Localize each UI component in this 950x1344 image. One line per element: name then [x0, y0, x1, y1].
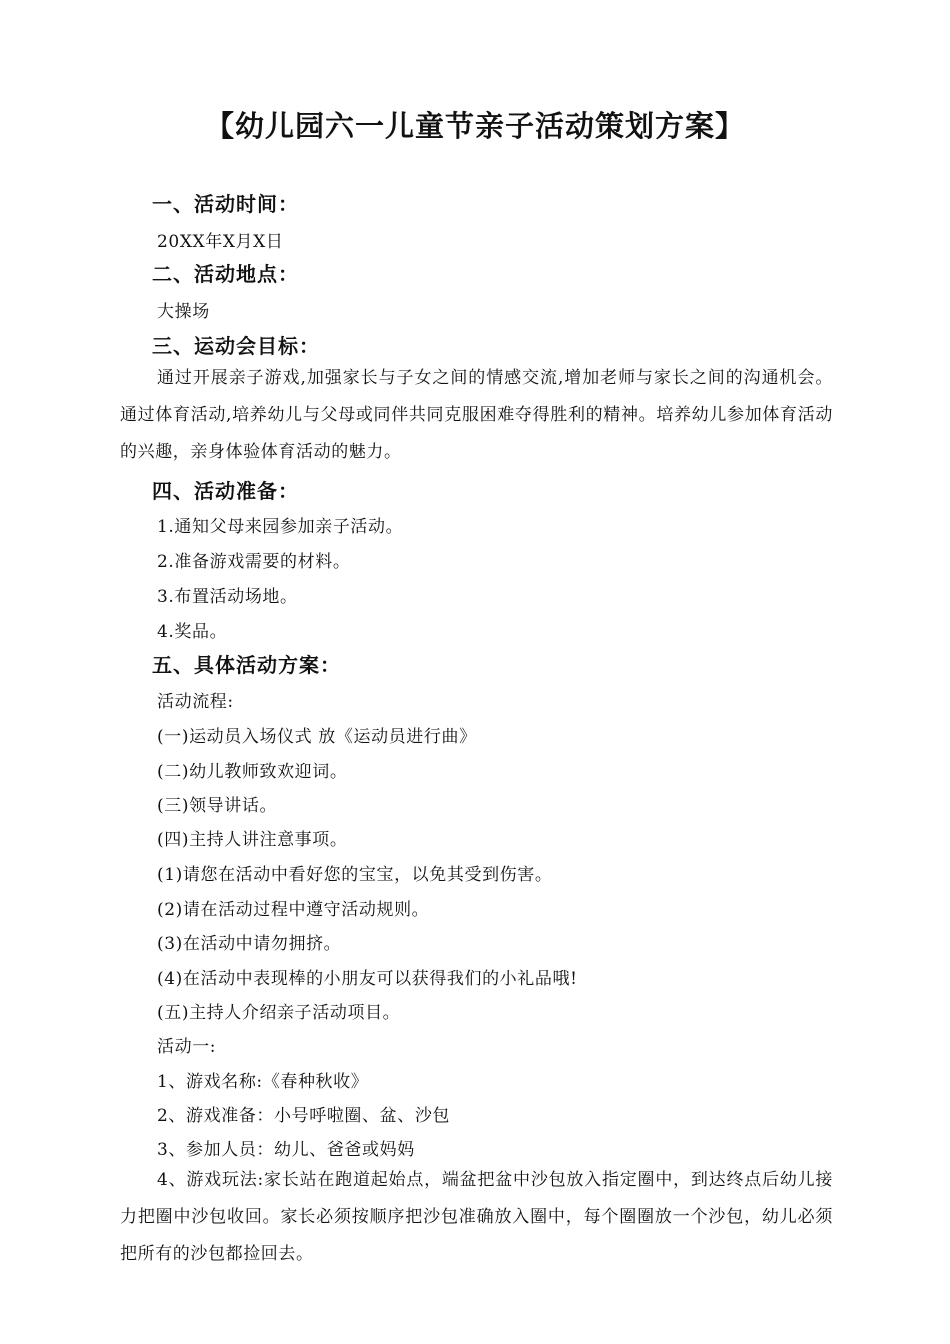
time-text: 20XX年X月X日 [157, 232, 284, 252]
section-heading-place: 二、活动地点： [152, 262, 299, 286]
plan-line: (1)请您在活动中看好您的宝宝，以免其受到伤害。 [157, 865, 553, 885]
prep-item: 1.通知父母来园参加亲子活动。 [157, 517, 404, 537]
section-heading-time: 一、活动时间： [152, 192, 299, 216]
prep-item: 3.布置活动场地。 [157, 587, 298, 607]
plan-line: 活动流程: [157, 692, 234, 712]
plan-line: (2)请在活动过程中遵守活动规则。 [157, 900, 430, 920]
goal-paragraph: 通过开展亲子游戏,加强家长与子女之间的情感交流,增加老师与家长之间的沟通机会。通过体育活动,培养幼儿与父母或同伴共同克服困难夺得胜利的精神。培养幼儿参加体育活动的兴趣，亲身体验体育活动的魅力。 [120, 368, 833, 462]
place-text: 大操场 [157, 302, 210, 322]
prep-item: 4.奖品。 [157, 622, 228, 642]
plan-line: (四)主持人讲注意事项。 [157, 830, 348, 850]
plan-line: 活动一: [157, 1037, 217, 1057]
plan-line: 2、游戏准备：小号呼啦圈、盆、沙包 [157, 1106, 451, 1126]
section-heading-prep: 四、活动准备： [152, 479, 299, 503]
plan-line: (五)主持人介绍亲子活动项目。 [157, 1003, 401, 1023]
plan-line: 1、游戏名称:《春种秋收》 [157, 1072, 369, 1092]
plan-line: (3)在活动中请勿拥挤。 [157, 934, 342, 954]
plan-line: 3、参加人员：幼儿、爸爸或妈妈 [157, 1140, 415, 1160]
section-heading-plan: 五、具体活动方案： [152, 653, 341, 677]
plan-line: (三)领导讲话。 [157, 796, 278, 816]
plan-line: (一)运动员入场仪式 放《运动员进行曲》 [157, 727, 477, 747]
plan-line: (二)幼儿教师致欢迎词。 [157, 762, 348, 782]
game-rules-paragraph: 4、游戏玩法:家长站在跑道起始点，端盆把盆中沙包放入指定圈中，到达终点后幼儿接力把圈中沙包收回。家长必须按顺序把沙包准确放入圈中，每个圈圈放一个沙包，幼儿必须把所有的沙包都捡回去。 [120, 1170, 833, 1264]
document-title: 【幼儿园六一儿童节亲子活动策划方案】 [204, 109, 745, 143]
section-heading-goal: 三、运动会目标： [152, 334, 320, 358]
prep-item: 2.准备游戏需要的材料。 [157, 552, 351, 572]
plan-line: (4)在活动中表现棒的小朋友可以获得我们的小礼品哦! [157, 969, 578, 989]
